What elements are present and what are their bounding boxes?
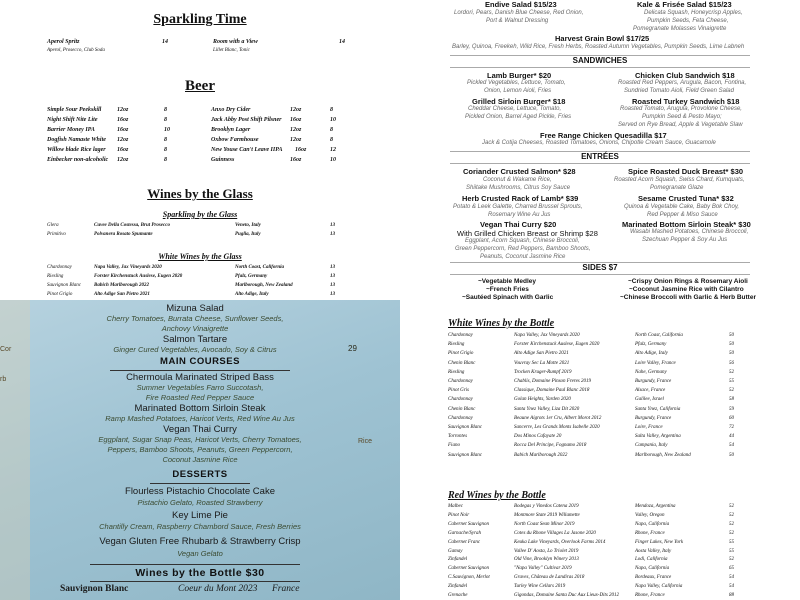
edge-fragment: Rice — [358, 438, 373, 445]
wine-price: 52 — [729, 557, 734, 563]
wine-name: Beaune Aigrots 1er Cru, Albert Morot 2012 — [514, 415, 602, 421]
menu-item-desc: Quinoa & Vegetable Cake, Baby Bok Choy, — [624, 204, 740, 210]
wine-region: Veneto, Italy — [235, 223, 261, 228]
menu-item-name: Sesame Crusted Tuna* $32 — [638, 194, 734, 203]
menu-item-desc: Pumpkin Seed & Pesto Mayo; — [642, 114, 722, 120]
wine-region: Santa Ynez, California — [635, 406, 681, 412]
wine-price: 13 — [330, 265, 335, 270]
wine-list-panel — [400, 300, 800, 600]
side-item: ~Crispy Onion Rings & Rosemary Aioli — [628, 278, 748, 285]
wine-price: 50 — [729, 452, 734, 458]
wine-price: 88 — [729, 593, 734, 598]
menu-item-desc: Anchovy Vinaigrette — [161, 324, 229, 333]
wine-name: Forster Kirchenstuck Auslese, Eugen 2020 — [94, 274, 183, 279]
beer-price: 8 — [164, 157, 167, 163]
menu-item-name: Mizuna Salad — [166, 303, 224, 314]
wine-name: Montmore State 2019 Willamette — [514, 512, 580, 518]
wine-region: Napa, California — [635, 566, 670, 572]
beer-size: 12oz — [290, 107, 302, 113]
side-item: ~French Fries — [486, 286, 529, 293]
beer-name: Anxo Dry Cider — [211, 107, 251, 113]
main-courses-title: MAIN COURSES — [160, 356, 240, 367]
menu-item-name: Aperol Spritz — [47, 39, 80, 45]
menu-item-desc: Pumpkin Seeds, Feta Cheese, — [647, 18, 729, 24]
wine-grape: Chardonnay — [448, 333, 473, 338]
wine-grape: Chardonnay — [448, 379, 473, 384]
beer-price: 8 — [164, 137, 167, 143]
menu-item-name: Chicken Club Sandwich $18 — [635, 71, 735, 80]
wine-name: Gigondas, Domaine Santa Duc Aux Lieux-Dits 2012 — [514, 593, 620, 598]
menu-item-desc: Green Peppercorn, Red Peppers, Bamboo Shoots, — [455, 246, 591, 252]
edge-fragment: 29 — [348, 344, 357, 353]
divider — [110, 370, 290, 371]
wine-name: Chablis, Domaine Pinson Freres 2019 — [514, 379, 591, 384]
wine-price: 52 — [729, 512, 734, 518]
wine-grape: Cabernet Sauvignon — [448, 521, 489, 527]
menu-item-name: Marinated Bottom Sirloin Steak — [134, 403, 266, 414]
wine-grape: Pinot Grigio — [47, 292, 73, 297]
wine-region: Finger Lakes, New York — [635, 539, 684, 545]
beer-price: 8 — [330, 107, 333, 113]
menu-item-price: 14 — [339, 39, 345, 45]
wine-price: 52 — [729, 388, 734, 394]
menu-item-desc: Cherry Tomatoes, Burrata Cheese, Sunflower Seeds, — [106, 314, 284, 323]
menu-item-desc: Served on Rye Bread, Apple & Vegetable Slaw — [618, 122, 743, 128]
wine-name: Alto Adige San Pietro 2021 — [514, 351, 569, 357]
wine-region: Napa, California — [635, 521, 670, 527]
wine-name: Sancerre, Les Grands Monts Isabelle 2020 — [514, 425, 600, 430]
wine-name: Alto Adige San Pietro 2021 — [94, 292, 150, 297]
beer-name: Brooklyn Lager — [211, 127, 251, 133]
divider — [450, 163, 750, 164]
wine-region: Bordeaux, France — [635, 575, 672, 581]
wine-price: 56 — [729, 360, 734, 366]
wine-name: Forster Kirchenstuck Auslese, Eugen 2020 — [514, 342, 600, 348]
beer-size: 12oz — [117, 137, 129, 143]
wine-grape: Riesling — [448, 369, 465, 375]
wine-grape: Zinfandel — [448, 557, 468, 563]
wine-region: Aosta Valley, Italy — [635, 548, 672, 554]
wine-region: Lodi, California — [635, 557, 668, 563]
beer-size: 12oz — [117, 157, 129, 163]
wine-region: Napa Valley, California — [635, 584, 683, 590]
menu-item-desc: Coconut & Wakame Rice, — [483, 177, 552, 183]
menu-item-desc: Summer Vegetables Farro Succotash, — [136, 383, 264, 392]
wine-name: Dos Minos Cafayate 20 — [514, 434, 562, 440]
wine-name: Napa Valley, Jax Vineyards 2020 — [94, 265, 162, 270]
wine-region: Marlborough, New Zealand — [235, 283, 293, 288]
divider — [150, 483, 250, 484]
beer-price: 8 — [164, 107, 167, 113]
white-bottle-title: White Wines by the Bottle — [448, 318, 555, 329]
wine-name: Coeur du Mont 2023 — [178, 584, 258, 594]
menu-item-desc: Lordori, Pears, Danish Blue Cheese, Red Onion, — [454, 10, 584, 16]
beer-name: Dogfish Namaste White — [47, 137, 106, 143]
wine-grape: Zinfandel — [448, 584, 468, 590]
menu-item-desc: Jack & Cotija Cheeses, Roasted Tomatoes, Onions, Chipotle Cream Sauce, Guacamole — [482, 140, 716, 146]
wine-grape: Chardonnay — [448, 397, 473, 403]
sparkling-title: Sparkling Time — [153, 12, 247, 27]
wine-name: Santa Ynez Valley, Liza Dit 2020 — [514, 406, 580, 412]
wine-price: 52 — [729, 504, 734, 509]
menu-item-desc: Sundried Tomato Aioli, Field Green Salad — [624, 88, 734, 94]
wine-grape: Fiano — [448, 443, 460, 449]
menu-item-name: Free Range Chicken Quesadilla $17 — [540, 131, 667, 140]
wine-price: 65 — [729, 566, 734, 572]
wine-region: Marlborough, New Zealand — [635, 452, 691, 458]
beer-price: 8 — [330, 137, 333, 143]
wine-grape: Pinot Grigio — [448, 351, 474, 357]
wine-name: Cuvee Della Costessa, Brut Prosecco — [94, 223, 170, 228]
menu-item-name: Vegan Thai Curry $20 — [480, 220, 557, 229]
menu-item-desc: Eggplant, Sugar Snap Peas, Haricot Verts, Cherry Tomatoes, — [98, 435, 302, 444]
red-bottle-title: Red Wines by the Bottle — [448, 490, 546, 501]
wine-name: Graves, Château de Landiras 2018 — [514, 575, 585, 581]
beer-name: Barrier Money IPA — [47, 127, 95, 133]
menu-item-name: Herb Crusted Rack of Lamb* $39 — [462, 194, 579, 203]
beer-size: 16oz — [295, 147, 307, 153]
wine-grape: Cabernet Sauvignon — [448, 566, 489, 572]
wine-region: Alto Adige, Italy — [635, 351, 668, 357]
menu-item-name: Coriander Crusted Salmon* $28 — [463, 167, 576, 176]
menu-item-name: Salmon Tartare — [162, 334, 228, 345]
beer-name: New Youse Can't Leave IIPA — [211, 147, 283, 153]
sandwiches-title: SANDWICHES — [572, 56, 628, 65]
menu-item-desc: Peanuts, Coconut Jasmine Rice — [480, 254, 566, 260]
bottle-wines-title: Wines by the Bottle $30 — [135, 567, 265, 579]
wine-name: "Napa Valley" Cultivar 2019 — [514, 566, 572, 572]
wine-grape: Garnache/Syrah — [448, 530, 482, 536]
sparkling-glass-title: Sparkling by the Glass — [162, 210, 238, 219]
menu-item-desc: Chantilly Cream, Raspberry Chambord Sauce, Fresh Berries — [99, 522, 301, 531]
menu-item-desc: Eggplant, Acorn Squash, Chinese Broccoli, — [465, 238, 580, 244]
wine-region: Pfalz, Germany — [635, 342, 667, 348]
beer-price: 8 — [164, 147, 167, 153]
wine-region: Pfalz, Germany — [235, 274, 268, 279]
beer-size: 16oz — [290, 157, 302, 163]
menu-item-desc: Roasted Red Peppers, Arugula, Bacon, Fontina, — [618, 80, 747, 86]
menu-item-desc: Aperol, Prosecco, Club Soda — [47, 48, 105, 53]
menu-item-desc: Fire Roasted Red Pepper Sauce — [145, 393, 255, 402]
wine-name: Old Vine, Brooklyn Winery 2013 — [514, 557, 579, 563]
wine-grape: Sauvignon Blanc — [448, 452, 483, 458]
menu-item-desc: Delicata Squash, Honeycrisp Apples, — [644, 10, 743, 16]
wine-region: Nahe, Germany — [635, 369, 667, 375]
wine-region: Alsace, France — [635, 388, 666, 394]
beer-title: Beer — [185, 78, 215, 94]
wine-price: 55 — [729, 379, 734, 384]
beer-size: 16oz — [117, 127, 129, 133]
menu-item-name: Room with a View — [213, 39, 258, 45]
menu-item-desc: Roasted Acorn Squash, Swiss Chard, Kumquats, — [614, 177, 745, 183]
wine-price: 50 — [729, 342, 734, 348]
menu-item-name: Key Lime Pie — [172, 510, 228, 521]
divider — [450, 274, 750, 275]
beer-size: 12oz — [290, 137, 302, 143]
drinks-menu-panel — [0, 0, 400, 300]
wine-grape: C.Sauvignon, Merlot — [448, 575, 490, 581]
side-item: ~Coconut Jasmine Rice with Cilantro — [629, 286, 744, 293]
menu-item-name: Marinated Bottom Sirloin Steak* $30 — [622, 220, 751, 229]
wine-region: Loire, France — [635, 425, 663, 430]
wine-price: 44 — [729, 434, 734, 440]
wine-region: Alto Adige, Italy — [235, 292, 269, 297]
wine-name: Polvanera Rosato Spumante — [94, 232, 153, 237]
wine-grape: Chardonnay — [448, 415, 473, 421]
menu-item-desc: Pickled Onion, Barrel Aged Pickle, Fries — [465, 114, 572, 120]
edge-fragment: rb — [0, 376, 7, 383]
wine-grape: Torrontes — [448, 434, 468, 440]
beer-price: 10 — [330, 157, 336, 163]
side-item: ~Vegetable Medley — [478, 278, 536, 285]
wine-region: Valley, Oregon — [635, 512, 665, 518]
wine-region: France — [272, 584, 300, 594]
menu-item-desc: Ramp Mashed Potatoes, Haricot Verts, Red Wine Au Jus — [105, 414, 295, 423]
menu-item-desc: Peppers, Bamboo Shoots, Peanuts, Green Peppercorn, — [107, 445, 293, 454]
wine-price: 52 — [729, 521, 734, 527]
menu-item-desc: Pomegranate Glaze — [650, 185, 704, 191]
beer-price: 8 — [330, 127, 333, 133]
menu-item-name: Harvest Grain Bowl $17/25 — [555, 34, 650, 43]
side-item: ~Sautéed Spinach with Garlic — [462, 294, 554, 300]
wine-price: 13 — [330, 232, 335, 237]
wine-price: 13 — [330, 274, 335, 279]
menu-item-desc: Pickled Vegetables, Lettuce, Tomato, — [467, 80, 566, 86]
wine-name: Napa Valley, Jax Vineyards 2020 — [514, 333, 580, 338]
menu-item-desc: Lillet Blanc, Tonic — [213, 48, 250, 53]
menu-item-desc: Red Pepper & Miso Sauce — [647, 212, 718, 218]
menu-item-desc: Wasabi Mashed Potatoes, Chinese Broccoli, — [630, 229, 749, 235]
divider — [90, 581, 300, 582]
wine-price: 54 — [729, 584, 734, 590]
menu-item-name: Flourless Pistachio Chocolate Cake — [125, 486, 275, 497]
divider — [450, 67, 750, 68]
wine-grape: Chenin Blanc — [448, 360, 476, 366]
menu-item-desc: Barley, Quinoa, Freekeh, Wild Rice, Fresh Herbs, Roasted Autumn Vegetables, Pumpkin Seeds, Lime Labneh — [452, 44, 745, 50]
wine-name: Golan Heights, Yarden 2020 — [514, 397, 571, 403]
wine-price: 55 — [729, 548, 734, 554]
wine-region: Burgundy, France — [635, 415, 672, 421]
beer-name: Willow blade Rice lager — [47, 147, 106, 153]
menu-item-option: With Grilled Chicken Breast or Shrimp $28 — [457, 229, 598, 238]
wine-region: Rhone, France — [635, 593, 665, 598]
beer-name: Guinness — [211, 157, 235, 163]
wine-grape: Chenin Blanc — [448, 406, 476, 412]
wine-region: North Coast, California — [635, 333, 683, 338]
beer-size: 12oz — [117, 107, 129, 113]
menu-item-desc: Rosemary Wine Au Jus — [488, 212, 551, 218]
photo-menu-panel — [0, 300, 400, 600]
beer-price: 8 — [164, 117, 167, 123]
wine-price: 13 — [330, 292, 335, 297]
beer-price: 10 — [164, 127, 170, 133]
entrees-title: ENTRÉES — [581, 152, 619, 161]
wine-price: 52 — [729, 530, 734, 536]
menu-item-desc: Shiitake Mushrooms, Citrus Soy Sauce — [466, 185, 571, 191]
menu-item-desc: Potato & Leek Galette, Charred Brussel Sprouts, — [453, 204, 583, 210]
wine-grape: Pinot Noir — [448, 512, 470, 518]
wine-price: 60 — [729, 415, 734, 421]
beer-price: 12 — [330, 147, 336, 153]
wine-name: Turley Wine Cellars 2019 — [514, 584, 566, 590]
beer-name: Night Shift Nite Lite — [47, 117, 98, 123]
wine-grape: Sauvignon Blanc — [448, 425, 483, 430]
menu-item-name: Endive Salad $15/23 — [485, 0, 557, 9]
wine-name: Babich Marlborough 2022 — [94, 283, 150, 288]
wine-grape: Sauvignon Blanc — [60, 584, 129, 594]
wine-grape: Primitivo — [47, 232, 66, 237]
wine-grape: Gamay — [448, 548, 463, 554]
beer-name: Oxbow Farmhouse — [211, 137, 259, 143]
wine-price: 58 — [729, 397, 734, 403]
wine-grape: Riesling — [448, 342, 465, 348]
divider — [90, 564, 300, 565]
white-glass-title: White Wines by the Glass — [158, 252, 242, 261]
wine-region: Galilee, Israel — [635, 397, 664, 403]
menu-item-desc: Pistachio Gelato, Roasted Strawberry — [137, 498, 263, 507]
wine-price: 50 — [729, 351, 734, 357]
wine-name: Cotes du Rhone Villages La Jasone 2020 — [514, 530, 596, 536]
menu-item-desc: Vegan Gelato — [177, 549, 223, 558]
menu-item-desc: Onion, Lemon Aioli, Fries — [484, 88, 552, 94]
side-item: ~Chinese Broccoli with Garlic & Herb Butter — [620, 294, 756, 300]
menu-item-name: Kale & Frisée Salad $15/23 — [637, 0, 732, 9]
menu-item-name: Vegan Thai Curry — [163, 424, 237, 435]
sides-title: SIDES $7 — [582, 263, 618, 272]
desserts-title: DESSERTS — [172, 469, 228, 480]
menu-item-desc: Szechuan Pepper & Soy Au Jus — [642, 237, 728, 243]
wine-region: Salta Valley, Argentina — [635, 434, 681, 440]
wine-name: Rocca Del Principe, Fognamo 2018 — [514, 443, 587, 449]
menu-item-desc: Coconut Jasmine Rice — [162, 455, 238, 464]
wine-grape: Sauvignon Blanc — [47, 283, 82, 288]
menu-item-price: 14 — [162, 39, 168, 45]
beer-name: Simple Sour Peekskill — [47, 107, 102, 113]
wine-name: Vouvray Sec La Motte 2021 — [514, 360, 570, 366]
wine-price: 13 — [330, 223, 335, 228]
menu-item-desc: Pomegranate Molasses Vinaigrette — [633, 26, 727, 32]
wine-grape: Cabernet Franc — [448, 539, 481, 545]
food-menu-panel — [400, 0, 800, 300]
edge-fragment: Cor — [0, 346, 12, 353]
menu-item-name: Chermoula Marinated Striped Bass — [126, 372, 274, 383]
wine-grape: Glera — [47, 223, 59, 228]
wine-region: Rhone, France — [635, 530, 665, 536]
menu-item-desc: Cheddar Cheese, Lettuce, Tomato, — [468, 106, 562, 112]
menu-item-name: Roasted Turkey Sandwich $18 — [632, 97, 740, 106]
menu-item-name: Grilled Sirloin Burger* $18 — [472, 97, 566, 106]
wine-region: Loire Valley, France — [635, 360, 676, 366]
wine-price: 13 — [330, 283, 335, 288]
wine-name: Trocken Kruger-Rumpf 2019 — [514, 369, 572, 375]
beer-size: 16oz — [117, 117, 129, 123]
wine-region: North Coast, California — [235, 265, 285, 270]
wine-grape: Pinot Gris — [448, 388, 469, 394]
beer-size: 12oz — [290, 127, 302, 133]
wines-glass-title: Wines by the Glass — [147, 186, 253, 201]
wine-region: Campania, Italy — [635, 443, 668, 449]
beer-name: Jack Abby Post Shift Pilsner — [211, 117, 282, 123]
wine-price: 50 — [729, 333, 734, 338]
menu-item-desc: Ginger Cured Vegetables, Avocado, Soy & Citrus — [113, 345, 277, 354]
menu-item-desc: Roasted Tomato, Arugula, Provolone Cheese, — [620, 106, 742, 112]
wine-price: 54 — [729, 443, 734, 449]
wine-name: Bodegas y Vinedos Catena 2019 — [514, 504, 579, 509]
wine-region: Mendoza, Argentina — [635, 504, 676, 509]
beer-size: 16oz — [290, 117, 302, 123]
wine-grape: Grenache — [448, 593, 468, 598]
wine-price: 55 — [729, 539, 734, 545]
wine-name: Classique, Domaine Paul Blanc 2018 — [514, 388, 590, 394]
wine-region: Puglia, Italy — [235, 232, 261, 237]
wine-name: Babich Marlborough 2022 — [514, 452, 568, 458]
beer-price: 10 — [330, 117, 336, 123]
menu-item-name: Lamb Burger* $20 — [487, 71, 552, 80]
menu-item-desc: Port & Walnut Dressing — [486, 18, 549, 24]
wine-name: Keuka Lake Vineyards, Overlook Farms 2014 — [514, 539, 606, 545]
wine-region: Burgundy, France — [635, 379, 672, 384]
wine-price: 72 — [729, 425, 734, 430]
beer-name: Einbecker non-alcoholic — [47, 157, 109, 163]
menu-item-name: Spice Roasted Duck Breast* $30 — [628, 167, 744, 176]
beer-size: 16oz — [117, 147, 129, 153]
wine-price: 59 — [729, 406, 734, 412]
wine-name: Vallee D' Aosta, Lo Triolet 2019 — [514, 548, 579, 554]
wine-price: 54 — [729, 575, 734, 581]
wine-grape: Chardonnay — [47, 265, 72, 270]
wine-price: 52 — [729, 369, 734, 375]
wine-grape: Malbec — [448, 504, 463, 509]
wine-name: North Coast Sean Minor 2019 — [514, 521, 575, 527]
menu-item-name: Vegan Gluten Free Rhubarb & Strawberry Crisp — [99, 536, 301, 547]
wine-grape: Riesling — [47, 274, 64, 279]
